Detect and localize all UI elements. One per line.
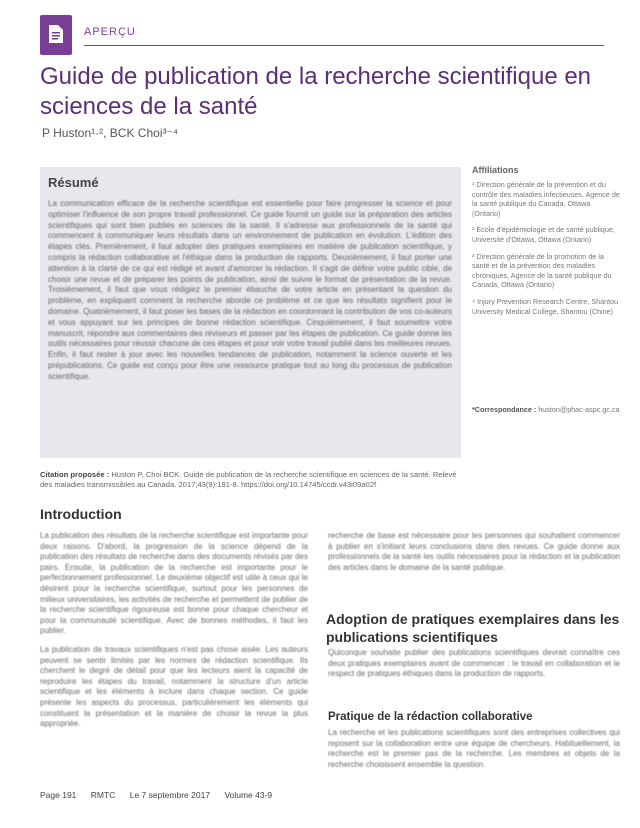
abstract-heading: Résumé <box>48 175 99 190</box>
citation-label: Citation proposée : <box>40 470 110 479</box>
correspondence-label: *Correspondance : <box>472 405 537 414</box>
affiliation-item: ⁴ Injury Prevention Research Centre, Shantou University Medical College, Shantou (Chine) <box>472 296 619 316</box>
abstract-text: La communication efficace de la recherche scientifique est essentielle pour faire progresser la science et pour optimiser l'influence de son propre travail professionnel. Ce guide fournit un guide sur la préparation des articles scientifiques qui sont bien publiés en sciences de la santé. Il s'adresse aux professionnels de la santé qui commencent à communiquer leurs résultats dans un environnement de publication en évolution. L'édition des étapes clés. Premièrement, il faut adopter des pratiques exemplaires en matière de publication scientifique, y compris la rédaction collaborative et l'éthique dans la production de rapports. Deuxièmement, il faut porter une attention à la clarté de ce qui est rédigé et avant d'amorcer la rédaction. Il s'agit de définir votre public cible, de choisir une revue et de préparer les points de publication, ainsi de suivre le format de présentation de la revue. Troisièmement, il faut que vous rédigiez le premier ébauche de votre article en présentant la question du problème, en expliquant comment la recherche aborde ce problème et ce que les résultats signifient pour le domaine. Quatrièmement, il faut poser les bases de la rédaction en coordonnant la contribution de vos co-auteurs et vous appuyant sur les principes de bonne rédaction scientifique. Cinquièmement, il faut soumettre votre manuscrit, répondre aux commentaires des réviseurs et passer par les étapes de publication. Ce guide donne les outils nécessaires pour réussir chacune de ces étapes et pour voir votre travail publié dans les meilleures revues. Enfin, il faut rester à jour avec les nouvelles tendances de publication, notamment la science ouverte et les prépublications. Ce guide est conçu pour être une ressource pratique tout au long du processus de publication scientifique. <box>48 199 452 381</box>
affiliations-list <box>472 180 620 323</box>
document-icon <box>48 24 64 44</box>
page-footer <box>40 790 284 800</box>
collaborative-writing-text: La recherche et les publications scientifiques sont des entreprises collectives qui reposent sur la collaboration entre une équipe de chercheurs. Habituellement, la recherche est le premier pas de la recherche. Les membres et objets de la recherche choisissent ensemble la question. <box>328 728 620 769</box>
collaborative-writing-heading: Pratique de la rédaction collaborative <box>328 711 533 723</box>
article-authors: P Huston¹·², BCK Choi³⁻⁴ <box>42 126 178 140</box>
paragraph: La publication de travaux scientifiques n'est pas chose aisée. Les auteurs peuvent se sentir limités par les normes de rédaction scientifique. Ils cherchent le degré de détail pour que les lecteurs aient la capacité de reproduire les étapes du travail, notamment la structure d'un article scientifique et les éléments à inclure dans chaque section. Ce guide présente les aspects du processus, particulièrement les éléments qui constituent la présentation et la manière de choisir la revue la plus appropriée. <box>40 644 308 729</box>
issue-date: Le 7 septembre 2017 <box>129 790 211 800</box>
paragraph: La publication des résultats de la recherche scientifique est importante pour deux raisons. D'abord, la progression de la science dépend de la publication des résultats de recherche dans des documents révisés par des pairs. Ensuite, la publication de la recherche est importante pour le perfectionnement professionnel. Le deuxième objectif est utile à ceux qui le désirent pour la recherche scientifique, surtout pour les personnes de milieux universitaires, les activités de recherche et permettent de publier de la recherche scientifique rigoureuse est bonne pour chaque chercheur et pour la communauté scientifique. Avec de bonnes méthodes, il faut les publier. <box>40 531 308 636</box>
volume: Volume 43-9 <box>224 790 273 800</box>
affiliation-item: ² École d'épidémiologie et de santé publique, Université d'Ottawa, Ottawa (Ontario) <box>472 225 615 244</box>
affiliation-item: ¹ Direction générale de la prévention et du contrôle des maladies infectieuses, Agence de la santé publique du Canada, Ottawa (Ontario) <box>472 180 620 218</box>
journal-name: RMTC <box>90 790 116 800</box>
suggested-citation <box>40 470 460 490</box>
section-label: APERÇU <box>84 26 136 38</box>
correspondence <box>472 405 620 415</box>
article-title: Guide de publication de la recherche scientifique en sciences de la santé <box>40 63 592 120</box>
introduction-text <box>40 531 308 766</box>
right-column-text: recherche de base est nécessaire pour les personnes qui souhaitent commencer à publier en s'initiant leurs conclusions dans des revues. Ce guide donne aux professionnels de la santé les outils nécessaires pour la rédaction et la publication des articles dans le domaine de la santé publique. <box>328 531 620 572</box>
affiliation-item: ³ Direction générale de la promotion de la santé et de la prévention des maladies chroniques, Agence de la santé publique du Canada, Ottawa (Ontario) <box>472 251 612 290</box>
citation-text: Huston P, Choi BCK. Guide de publication de la recherche scientifique en sciences de la santé. Relevé des maladies transmissibles au Canada. 2017;43(9):191-8. <box>40 470 457 489</box>
correspondence-email[interactable]: huston@phac-aspc.gc.ca <box>538 405 620 414</box>
page-number: Page 191 <box>40 790 77 800</box>
affiliations-heading: Affiliations <box>472 165 519 175</box>
section-badge <box>40 15 72 55</box>
citation-doi-link[interactable]: https://doi.org/10.14745/ccdr.v43i09a02f <box>240 480 377 489</box>
best-practices-text: Quiconque souhaite publier des publications scientifiques devrait connaître ces deux pratiques exemplaires avant de commencer : le travail en collaboration et le respect de pratiques éthiques dans la production de rapports. <box>328 648 620 679</box>
introduction-heading: Introduction <box>40 506 122 522</box>
best-practices-heading: Adoption de pratiques exemplaires dans les publications scientifiques <box>326 611 620 645</box>
header-rule <box>84 45 604 46</box>
